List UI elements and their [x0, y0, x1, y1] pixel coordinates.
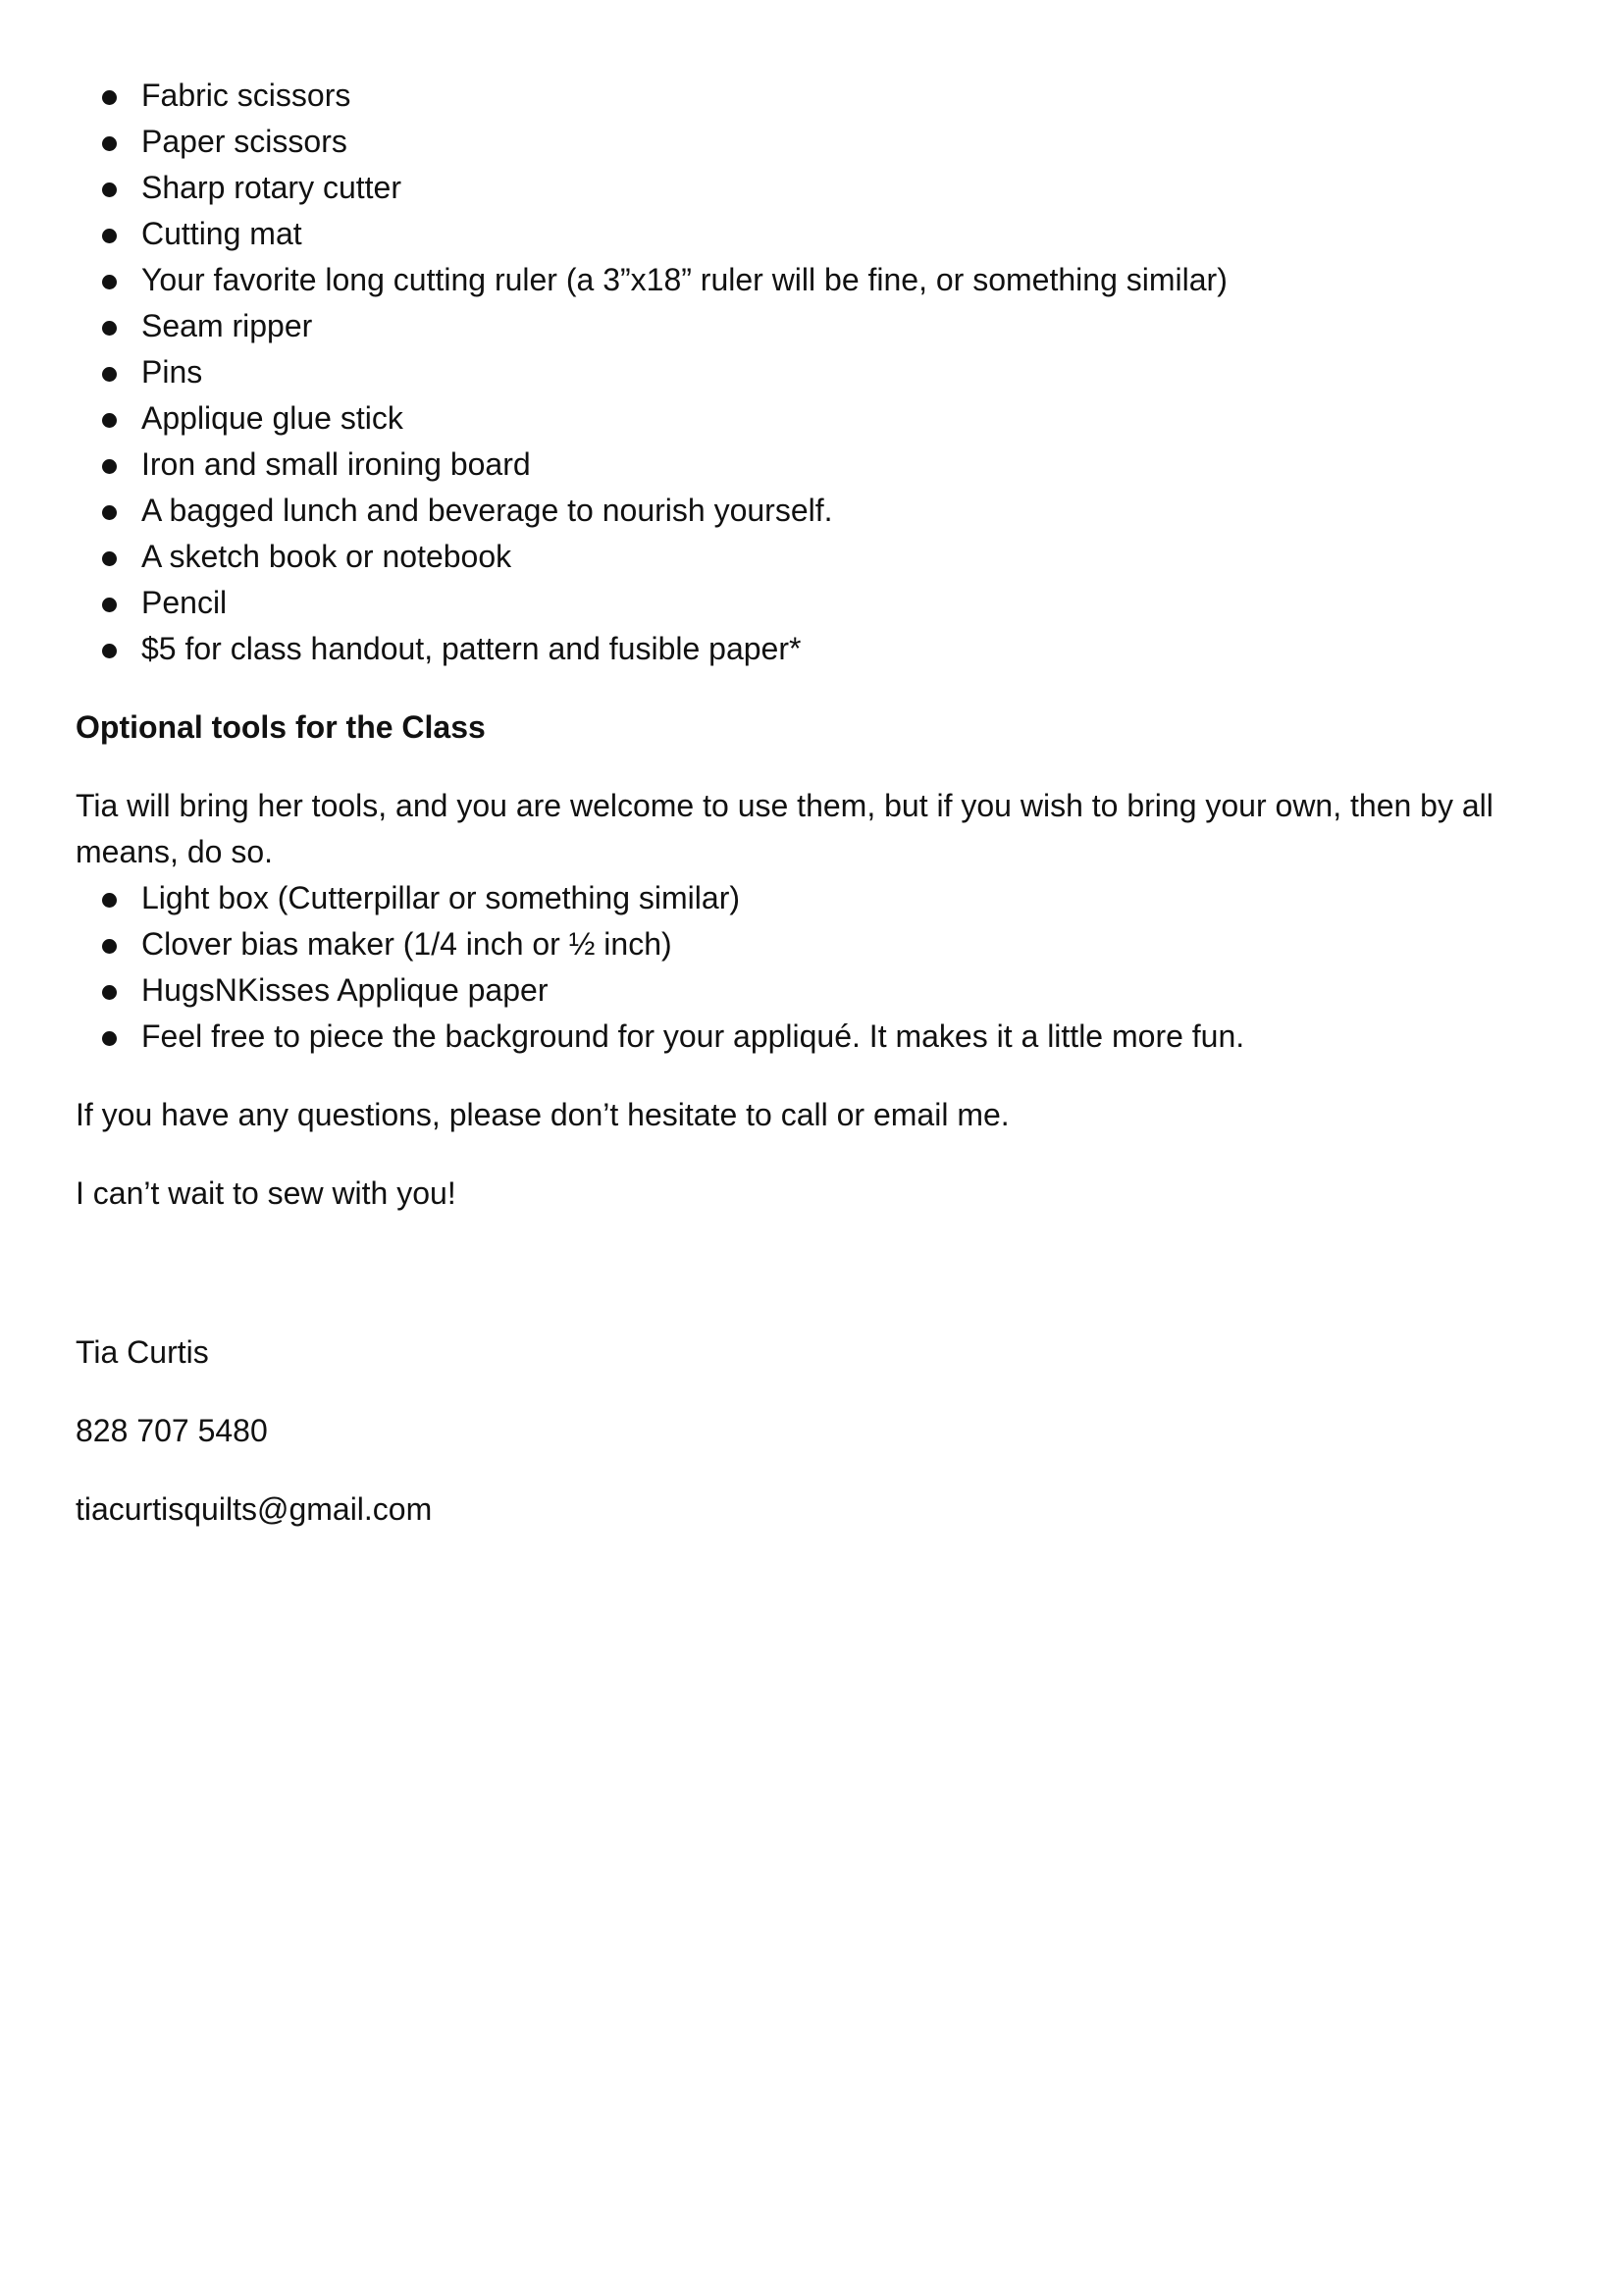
bullet-icon: [102, 939, 117, 954]
list-item: [76, 921, 1547, 967]
list-item-text: Seam ripper: [141, 308, 313, 343]
bullet-icon: [102, 644, 117, 658]
sign-off-paragraph: I can’t wait to sew with you!: [76, 1175, 456, 1211]
list-item: [76, 165, 1547, 211]
bullet-icon: [102, 321, 117, 336]
list-item-text: Fabric scissors: [141, 78, 351, 113]
contact-phone: 828 707 5480: [76, 1413, 268, 1448]
list-item-text: Cutting mat: [141, 216, 302, 251]
list-item-text: Your favorite long cutting ruler (a 3”x18” ruler will be fine, or something similar): [141, 262, 1228, 297]
list-item: [76, 349, 1547, 395]
list-item-text: Paper scissors: [141, 124, 347, 159]
bullet-icon: [102, 551, 117, 566]
bullet-icon: [102, 90, 117, 105]
list-item: [76, 580, 1547, 626]
list-item-text: HugsNKisses Applique paper: [141, 972, 549, 1008]
optional-tools-heading: Optional tools for the Class: [76, 709, 486, 745]
contact-name: Tia Curtis: [76, 1334, 209, 1370]
supply-list: [76, 73, 1547, 672]
optional-tools-list: [76, 875, 1547, 1060]
list-item: [76, 119, 1547, 165]
list-item: [76, 257, 1547, 303]
bullet-icon: [102, 136, 117, 151]
bullet-icon: [102, 413, 117, 428]
list-item-text: Applique glue stick: [141, 400, 403, 436]
contact-email: tiacurtisquilts@gmail.com: [76, 1491, 433, 1527]
list-item: [76, 73, 1547, 119]
list-item-text: Sharp rotary cutter: [141, 170, 401, 205]
bullet-icon: [102, 459, 117, 474]
list-item: [76, 534, 1547, 580]
questions-paragraph: If you have any questions, please don’t hesitate to call or email me.: [76, 1097, 1010, 1132]
bullet-icon: [102, 229, 117, 243]
bullet-icon: [102, 505, 117, 520]
list-item: [76, 303, 1547, 349]
list-item: [76, 488, 1547, 534]
list-item-text: Pencil: [141, 585, 228, 620]
list-item: [76, 1014, 1547, 1060]
list-item-text: A bagged lunch and beverage to nourish yourself.: [141, 493, 833, 528]
list-item-text: Feel free to piece the background for your appliqué. It makes it a little more fun.: [141, 1018, 1245, 1054]
bullet-icon: [102, 893, 117, 908]
bullet-icon: [102, 985, 117, 1000]
optional-tools-intro: Tia will bring her tools, and you are welcome to use them, but if you wish to bring your own, then by all means, do so.: [76, 788, 1493, 869]
list-item: [76, 442, 1547, 488]
list-item-text: $5 for class handout, pattern and fusible paper*: [141, 631, 802, 666]
list-item: [76, 967, 1547, 1014]
bullet-icon: [102, 1031, 117, 1046]
list-item: [76, 626, 1547, 672]
list-item-text: Clover bias maker (1/4 inch or ½ inch): [141, 926, 672, 962]
list-item-text: Iron and small ironing board: [141, 446, 531, 482]
list-item-text: Pins: [141, 354, 203, 390]
bullet-icon: [102, 367, 117, 382]
list-item: [76, 395, 1547, 442]
bullet-icon: [102, 275, 117, 289]
document-content: [76, 73, 1547, 1533]
list-item-text: A sketch book or notebook: [141, 539, 512, 574]
bullet-icon: [102, 183, 117, 197]
list-item: [76, 211, 1547, 257]
bullet-icon: [102, 598, 117, 612]
list-item-text: Light box (Cutterpillar or something similar): [141, 880, 740, 915]
list-item: [76, 875, 1547, 921]
